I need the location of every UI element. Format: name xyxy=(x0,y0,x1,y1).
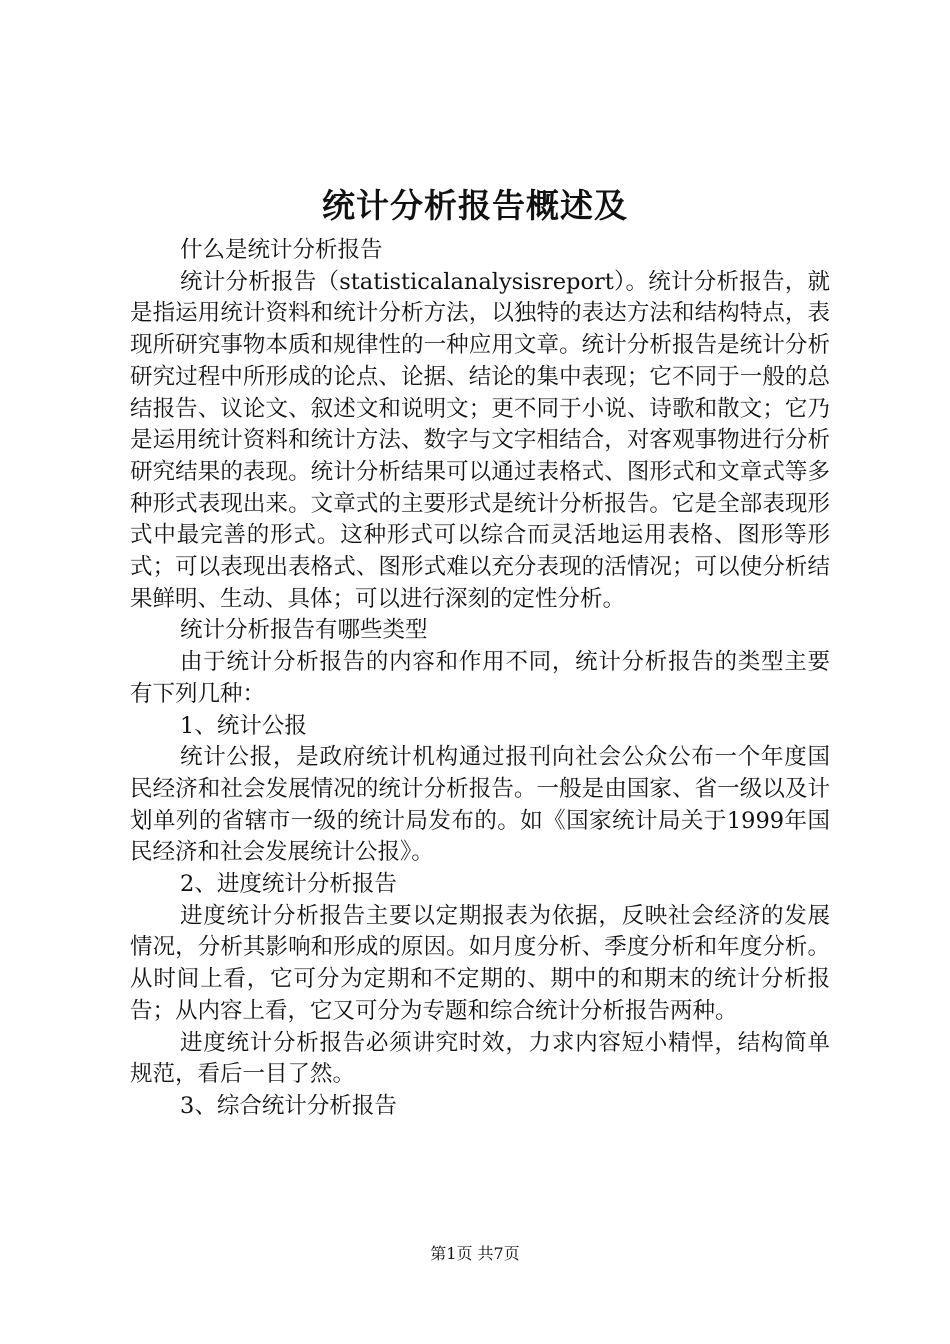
section-heading-types: 统计分析报告有哪些类型 xyxy=(180,617,428,644)
page-number-footer: 第1页 共7页 xyxy=(430,1244,520,1263)
list-heading-statistical-bulletin: 1、统计公报 xyxy=(180,712,307,739)
list-heading-progress-report: 2、进度统计分析报告 xyxy=(180,871,397,898)
paragraph-statistical-bulletin: 统计公报，是政府统计机构通过报刊向社会公众公布一个年度国民经济和社会发展情况的统计分析报告。一般是由国家、省一级以及计划单列的省辖市一级的统计局发布的。如《国家统计局关于1999年国民经济和社会发展统计公报》。 xyxy=(130,744,830,866)
list-heading-comprehensive-report: 3、综合统计分析报告 xyxy=(180,1092,397,1119)
document-title: 统计分析报告概述及 xyxy=(322,186,628,225)
section-heading-what-is: 什么是统计分析报告 xyxy=(180,237,383,263)
document-body xyxy=(130,235,830,1123)
paragraph-progress-report-timeliness: 进度统计分析报告必须讲究时效，力求内容短小精悍，结构简单规范，看后一目了然。 xyxy=(130,1029,830,1088)
paragraph-progress-report: 进度统计分析报告主要以定期报表为依据，反映社会经济的发展情况，分析其影响和形成的原因。如月度分析、季度分析和年度分析。从时间上看，它可分为定期和不定期的、期中的和期末的统计分析报告；从内容上看，它又可分为专题和综合统计分析报告两种。 xyxy=(130,902,830,1024)
paragraph-types-intro: 由于统计分析报告的内容和作用不同，统计分析报告的类型主要有下列几种： xyxy=(130,649,830,707)
paragraph-definition: 统计分析报告（statisticalanalysisreport）。统计分析报告，就是指运用统计资料和统计分析方法，以独特的表达方法和结构特点，表现所研究事物本质和规律性的一种应用文章。统计分析报告是统计分析研究过程中所形成的论点、论据、结论的集中表现；它不同于一般的总结报告、议论文、叙述文和说明文；更不同于小说、诗歌和散文；它乃是运用统计资料和统计方法、数字与文字相结合，对客观事物进行分析研究结果的表现。统计分析结果可以通过表格式、图形式和文章式等多种形式表现出来。文章式的主要形式是统计分析报告。它是全部表现形式中最完善的形式。这种形式可以综合而灵活地运用表格、图形等形式；可以表现出表格式、图形式难以充分表现的活情况；可以使分析结果鲜明、生动、具体；可以进行深刻的定性分析。 xyxy=(130,268,830,612)
